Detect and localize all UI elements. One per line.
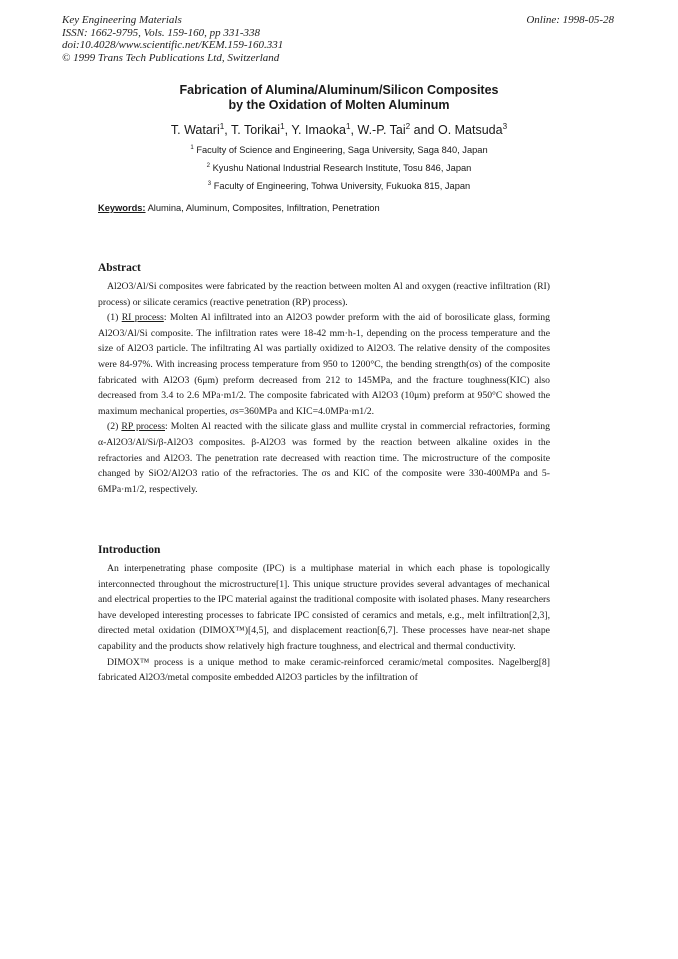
abstract-ri: (1) RI process: Molten Al infiltrated into an Al2O3 powder preform with the aid of borosilicate glass, forming Al2O3/Al/Si composite. The infiltration rates were 18-42 mm·h-1, depending on the process temperature and the size of Al2O3 particle. The infiltrating Al was partially oxidized to Al2O3. The relative density of the composites were 84-97%. With increasing process temperature from 950 to 1200°C, the bending strength(σs) of the composite fabricated with Al2O3 (6μm) preform decreased from 212 to 145MPa, and the fracture toughness(KIC) also decreased from 3.4 to 2.6 MPa·m1/2. The composite fabricated with Al2O3 (10μm) preform at 950°C showed the maximum mechanical properties, σs=360MPa and KIC=4.0MPa·m1/2.: [98, 312, 550, 417]
author: O. Matsuda$^3$: [437, 121, 508, 137]
author: Y. Imaoka$^1$,: [291, 121, 358, 137]
author: T. Torikai$^1$,: [230, 121, 292, 137]
introduction-paragraph: DIMOX™ process is a unique method to make ceramic-reinforced ceramic/metal composites. Nagelberg[8] fabricated Al2O3/metal composite embedded Al2O3 particles by the infiltration of: [98, 656, 550, 684]
author: W.-P. Tai$^2$ and: [357, 121, 438, 137]
affiliation: $^3$ Faculty of Engineering, Tohwa University, Fukuoka 815, Japan: [207, 180, 471, 191]
abstract-intro: Al2O3/Al/Si composites were fabricated by the reaction between molten Al and oxygen (reactive infiltration (RI) process) or silicate ceramics (reactive penetration (RP) process).: [98, 281, 550, 308]
title-line-1: Fabrication of Alumina/Aluminum/Silicon Composites: [179, 83, 499, 97]
introduction-body: [98, 561, 550, 686]
abstract-rp: (2) RP process: Molten Al reacted with the silicate glass and mullite crystal in commercial refractories, forming α-Al2O3/Al/Si/β-Al2O3 composites. β-Al2O3 was formed by the reaction between alkaline oxides in the refractories and Al2O3. The penetration rate decreased with reaction time. The microstructure of the composite changed by SiO2/Al2O3 ratio of the refractories. The σs and KIC of the composite were 330-400MPa and 5-6MPa·m1/2, respectively.: [98, 421, 550, 495]
introduction-paragraph: An interpenetrating phase composite (IPC) is a multiphase material in which each phase is topologically interconnected throughout the microstructure[1]. This unique structure provides several advantages of mechanical and electrical properties to the IPC material against the traditional composite with isolated phases. Many researchers have developed interesting processes to fabricate IPC consisted of ceramics and metals, e.g., melt infiltration[2,3], directed metal oxidation (DIMOX™)[4,5], and displacement reaction[6,7]. These processes have near-net shape capability and the products show relatively high fracture toughness, and electrical and thermal conductivity.: [98, 563, 550, 652]
abstract-heading: Abstract: [98, 262, 141, 274]
author-list: [0, 123, 678, 137]
title-line-2: by the Oxidation of Molten Aluminum: [228, 98, 450, 112]
keywords: [98, 203, 380, 213]
affiliation: $^1$ Faculty of Science and Engineering, Saga University, Saga 840, Japan: [190, 144, 488, 155]
issn-line: ISSN: 1662-9795, Vols. 159-160, pp 331-338: [62, 26, 260, 39]
journal-header: [62, 14, 283, 64]
copyright-line: © 1999 Trans Tech Publications Ltd, Switzerland: [62, 51, 280, 64]
keywords-label: Keywords:: [98, 203, 146, 213]
doi-link[interactable]: doi:10.4028/www.scientific.net/KEM.159-160.331: [62, 39, 284, 52]
paper-title: [0, 83, 678, 113]
affiliation: $^2$ Kyushu National Industrial Research Institute, Tosu 846, Japan: [206, 162, 472, 173]
online-date: Online: 1998-05-28: [526, 14, 614, 26]
keywords-text: Alumina, Aluminum, Composites, Infiltration, Penetration: [147, 203, 380, 213]
introduction-heading: Introduction: [98, 544, 161, 556]
abstract-body: [98, 279, 550, 497]
journal-name: Key Engineering Materials: [62, 14, 182, 26]
author: T. Watari$^1$,: [170, 121, 231, 137]
